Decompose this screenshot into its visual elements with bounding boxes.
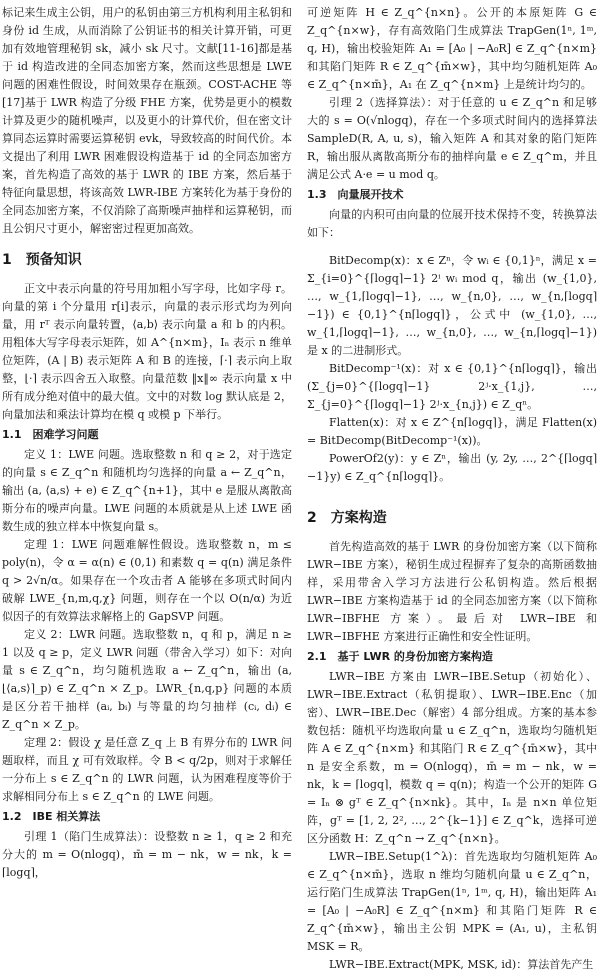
theorem-lwe-hardness: 定理 1：LWE 问题难解性假设。选取整数 n，m ≤ poly(n)，令 α = α(n) ∈ (0,1) 和素数 q = q(n) 满足条件 q > 2√n/α。如果存在一个攻击者 A 能够在多项式时间内破解 LWE_{n,m,q,χ} 问题，则存在一个以 O(n/α) 为近似因子的有效算法求解格上的 GapSVP 问题。 — [2, 538, 292, 623]
definition-lwr: 定义 2：LWR 问题。选取整数 n，q 和 p，满足 n ≥ 1 以及 q ≥ p，定义 LWR 问题（带舍入学习）如下：对向量 s ∈ Z_q^n，均匀随机选取 a ← Z_q^n，输出 (a, ⌊⟨a,s⟩⌉_p) ∈ Z_q^n × Z_p。LWR_{n,q,p} 问题的本质是区分若干抽样 (aᵢ, bᵢ) 与等量的均匀抽样 (cᵢ, dᵢ) ∈ Z_q^n × Z_p。 — [2, 628, 292, 731]
intro-paragraph: 标记来生成主公钥，用户的私钥由第三方机构利用主私钥和身份 id 生成，从而消除了公钥证书的相关计算开销，可更加有效地管理秘钥 sk，减小 sk 尺寸。文献[11-16]都是基于 id 构造改进的全同态加密方案，然而这些思想是 LWE 问题的困难性假设，时间效果存在瓶颈。COST-ACHE 等[17]基于 LWR 构造了分级 FHE 方案，优势是更小的模数计算及更少的随机噪声，以及更小的计算代价，但在密文计算同态运算时需要运算秘钥 evk，导致较高的时间代价。本文提出了利用 LWR 困难假设构造基于 id 的全同态加密方案，首先构造了高效的基于 LWR 的 IBE 方案，然后基于特征向量思想，将该高效 LWR-IBE 方案转化为基于身份的全同态加密方案，不仅消除了高斯噪声抽样和运算秘钥，而且公钥尺寸更小，解密密过程更加高效。 — [2, 6, 292, 235]
bit-expansion-lead: 向量的内积可由向量的位展开技术保持不变，转换算法如下： — [307, 208, 597, 239]
definition-lwe: 定义 1：LWE 问题。选取整数 n 和 q ≥ 2，对于选定的向量 s ∈ Z_q^n 和随机均匀选择的向量 a ← Z_q^n，输出 (a, ⟨a,s⟩ + e) ∈ Z_q^{n+1}，其中 e 是服从离散高斯分布的噪声向量。LWE 问题的本质就是从上述 LWE 函数生成的独立样本中恢复向量 s。 — [2, 448, 292, 533]
setup-algorithm: LWR−IBE.Setup(1^λ)：首先选取均匀随机矩阵 A₀ ∈ Z_q^{n×m̄}，选取 n 维均匀随机向量 u ∈ Z_q^n，运行陷门生成算法 TrapGen(1ⁿ, 1ᵐ, q, H)，输出矩阵 A₁ = [A₀ | −A₀R] ∈ Z_q^{n×m} 和其陷门矩阵 R ∈ Z_q^{m̄×w}，输出主公钥 MPK = (A₁, u)，主私钥 MSK = R。 — [307, 850, 597, 953]
lemma-sampled: 引理 2（选择算法）：对于任意的 u ∈ Z_q^n 和足够大的 s = O(√nlogq)，存在一个多项式时间内的选择算法 SampleD(R, A, u, s)，输入矩阵 A 和其对象的陷门矩阵 R，输出服从离散高斯分布的抽样向量 e ∈ Z_q^m，并且满足公式 A·e = u mod q。 — [307, 96, 597, 181]
subsection-2-1-heading: 2.1 基于 LWR 的身份加密方案构造 — [307, 650, 493, 663]
theorem-lwr-equivalence: 定理 2：假设 χ 是任意 Z_q 上 B 有界分布的 LWR 问题取样，而且 χ 可有效取样。令 B < q/2p，则对于求解任一分布上 s ∈ Z_q^n 的 LWR 问题，认为困难程度等价于求解相同分布上 s ∈ Z_q^n 的 LWE 问题。 — [2, 736, 292, 803]
equation-powerof2: PowerOf2(y)：y ∈ Zⁿ，输出 (y, 2y, …, 2^{⌈logq⌉−1}y) ∈ Z_q^{n⌈logq⌉}。 — [307, 452, 597, 483]
equation-flatten: Flatten(x)：对 x ∈ Z^{n⌈logq⌉}，满足 Flatten(x) = BitDecomp(BitDecomp⁻¹(x))。 — [307, 416, 597, 447]
extract-algorithm: LWR−IBE.Extract(MPK, MSK, id)：算法首先产生 — [329, 958, 594, 971]
equation-bitdecomp-inverse: BitDecomp⁻¹(x)：对 x ∈ {0,1}^{n⌈logq⌉}，输出 (Σ_{j=0}^{⌈logq⌉−1} 2ʲ·x_{1,j}, …, Σ_{j=0}^{⌈logq⌉−1} 2ʲ·x_{n,j}) ∈ Z_qⁿ。 — [307, 362, 597, 411]
subsection-1-1-heading: 1.1 困难学习问题 — [2, 428, 99, 441]
equation-bitdecomp: BitDecomp(x)：x ∈ Zⁿ，令 wᵢ ∈ {0,1}ⁿ，满足 x = Σ_{i=0}^{⌈logq⌉−1} 2ⁱ wᵢ mod q，输出 (w_{1,0}, …, w_{1,⌈logq⌉−1}, …, w_{n,0}, …, w_{n,⌈logq⌉−1}) ∈ {0,1}^{n⌈logq⌉}，公式中 (w_{1,0}, …, w_{1,⌈logq⌉−1}, …, w_{n,0}, …, w_{n,⌈logq⌉−1}) 是 x 的二进制形式。 — [307, 254, 597, 357]
left-column — [2, 4, 292, 882]
spacer — [307, 242, 597, 252]
section-2-heading: 2 方案构造 — [307, 510, 387, 526]
lemma-trapgen: 引理 1（陷门生成算法）：设整数 n ≥ 1，q ≥ 2 和充分大的 m = O(nlogq)，m̄ = m − nk，w = nk，k = ⌈logq⌉， — [2, 830, 292, 879]
section-1-heading: 1 预备知识 — [2, 252, 82, 268]
subsection-1-3-heading: 1.3 向量展开技术 — [307, 188, 404, 201]
right-column — [307, 4, 597, 974]
section-2-intro: 首先构造高效的基于 LWR 的身份加密方案（以下简称 LWR−IBE 方案），秘钥生成过程摒弃了复杂的高斯函数抽样，采用带舍入学习方法进行公私钥构造。然后根据 LWR−IBE 方案构造基于 id 的全同态加密方案（以下简称 LWR−IBFHE 方案）。最后对 LWR−IBE 和 LWR−IBFHE 方案进行正确性和安全性证明。 — [307, 540, 597, 643]
scheme-overview: LWR−IBE 方案由 LWR−IBE.Setup（初始化）、LWR−IBE.Extract（私钥提取）、LWR−IBE.Enc（加密）、LWR−IBE.Dec（解密）4 部分组成。方案的基本参数包括：随机平均选取向量 u ∈ Z_q^n，选取均匀随机矩阵 A ∈ Z_q^{n×m} 和其陷门 R ∈ Z_q^{m̄×w}，其中 n 是安全系数，m = O(nlogq)，m̄ = m − nk，w = nk，k = ⌈logq⌉，模数 q = q(n)；构造一个公开的矩阵 G = Iₙ ⊗ gᵀ ∈ Z_q^{n×nk}。其中，Iₙ 是 n×n 单位矩阵，gᵀ = [1, 2, 2², …, 2^{k−1}] ∈ Z_q^k，选择可逆区分函数 H：Z_q^n → Z_q^{n×n}。 — [307, 670, 597, 845]
trapgen-continuation: 可逆矩阵 H ∈ Z_q^{n×n}。公开的本原矩阵 G ∈ Z_q^{n×w}，存有高效陷门生成算法 TrapGen(1ⁿ, 1ᵐ, q, H)，输出校验矩阵 A₁ = [A₀ | −A₀R] ∈ Z_q^{n×m} 和其陷门矩阵 R ∈ Z_q^{m̄×w}，其中均匀随机矩阵 A₀ ∈ Z_q^{n×m̄}，A₁ 在 Z_q^{n×m} 上是统计均匀的。 — [307, 6, 597, 91]
subsection-1-2-heading: 1.2 IBE 相关算法 — [2, 810, 101, 823]
notation-paragraph: 正文中表示向量的符号用加粗小写字母，比如字母 r。向量的第 i 个分量用 r[i]表示，向量的表示形式均为列向量，用 rᵀ 表示向量转置，⟨a,b⟩ 表示向量 a 和 b 的内积。用粗体大写字母表示矩阵，如 A^{n×m}，Iₙ 表示 n 维单位矩阵，(A | B) 表示矩阵 A 和 B 的连接，⌈·⌉ 表示向上取整，⌊·⌉ 表示四舍五入取整。向量范数 ‖x‖∞ 表示向量 x 中所有成分绝对值中的最大值。文中的对数 log 默认底是 2，向量加法和乘法计算均在模 q 或模 p 下举行。 — [2, 282, 292, 421]
spacer — [307, 486, 597, 496]
